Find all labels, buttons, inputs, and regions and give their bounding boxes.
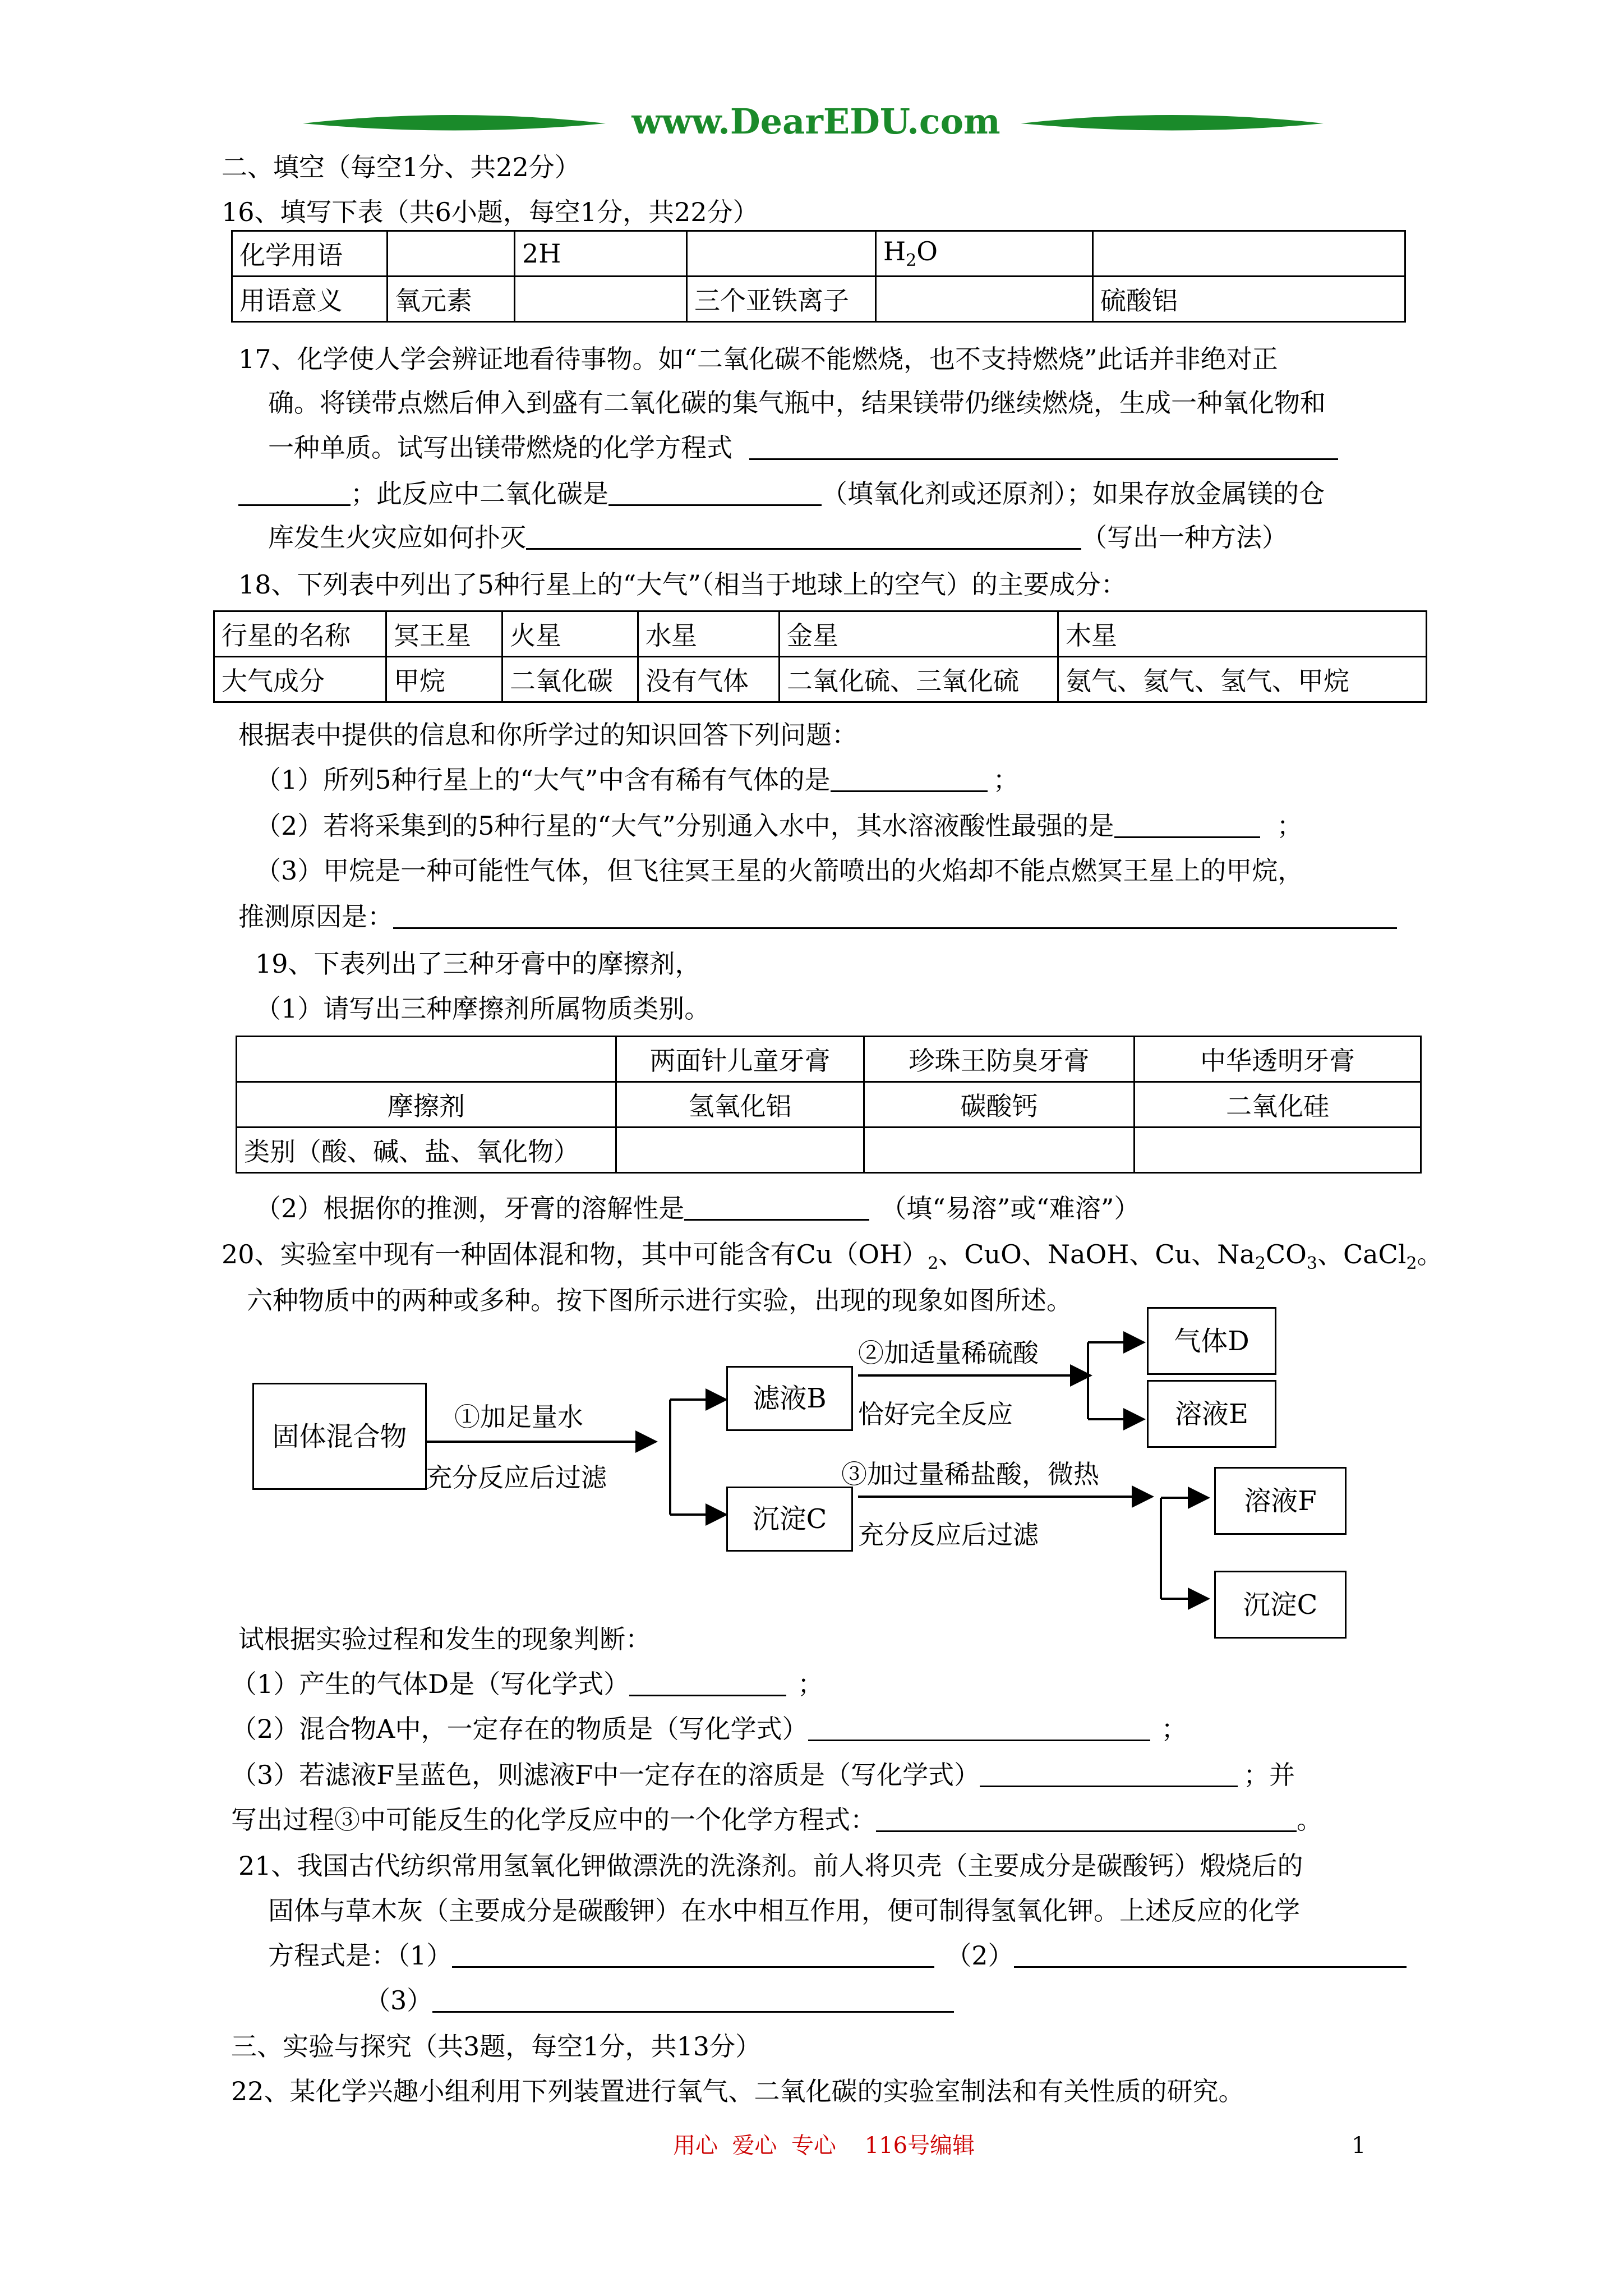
q19-sub2-text-b: （填“易溶”或“难溶”） bbox=[880, 1193, 1140, 1223]
q20-p3-text: （3）若滤液F呈蓝色，则滤液F中一定存在的溶质是（写化学式） bbox=[231, 1760, 980, 1790]
q17-line5-text: 库发生火灾应如何扑灭 bbox=[268, 522, 526, 553]
q17-line5 bbox=[268, 521, 1288, 554]
table-cell[interactable] bbox=[388, 231, 515, 277]
q20-p2 bbox=[231, 1712, 1187, 1746]
q18-title: 18、下列表中列出了5种行星上的“大气”（相当于地球上的空气）的主要成分： bbox=[238, 569, 1127, 600]
q19-sub2 bbox=[255, 1191, 1140, 1225]
q20-p1 bbox=[231, 1667, 823, 1701]
q19-solubility-blank[interactable] bbox=[684, 1193, 869, 1221]
footer-text: 用心 爱心 专心 116号编辑 bbox=[673, 2133, 975, 2159]
q18-p3: （3）甲烷是一种可能性气体，但飞往冥王星的火箭喷出的火焰却不能点燃冥王星上的甲烷， bbox=[255, 855, 1304, 886]
flow-box-b: 滤液B bbox=[726, 1366, 853, 1431]
q20-p4-text: 写出过程③中可能反生的化学反应中的一个化学方程式： bbox=[231, 1805, 876, 1835]
table-cell[interactable] bbox=[864, 1128, 1135, 1173]
table-cell: 2H bbox=[515, 231, 687, 277]
q21-line4 bbox=[365, 1984, 954, 2017]
table-cell: $H_2O$ bbox=[876, 231, 1093, 277]
q18-table bbox=[213, 610, 1427, 703]
q18-p2 bbox=[255, 809, 1303, 843]
q17-line2: 确。将镁带点燃后伸入到盛有二氧化碳的集气瓶中，结果镁带仍继续燃烧，生成一种氧化物和 bbox=[268, 388, 1326, 418]
q17-equation-blank[interactable] bbox=[749, 432, 1338, 460]
q19-title: 19、下表列出了三种牙膏中的摩擦剂， bbox=[255, 949, 701, 979]
q18-p1 bbox=[255, 763, 1019, 797]
table-row bbox=[237, 1082, 1421, 1128]
table-cell: 氨气、氦气、氢气、甲烷 bbox=[1058, 657, 1427, 702]
q18-intro: 根据表中提供的信息和你所学过的知识回答下列问题： bbox=[238, 720, 857, 750]
q18-p2-text: （2）若将采集到的5种行星的“大气”分别通入水中，其水溶液酸性最强的是 bbox=[255, 811, 1114, 841]
q17-line3-text: 一种单质。试写出镁带燃烧的化学方程式 bbox=[268, 432, 732, 463]
table-cell[interactable] bbox=[876, 277, 1093, 322]
flow-step2-top: ②加适量稀硫酸 bbox=[858, 1338, 1039, 1368]
table-cell: 金星 bbox=[780, 611, 1058, 657]
logo-text[interactable]: www.DearEDU.com bbox=[631, 101, 1000, 142]
q21-eq1-blank[interactable] bbox=[452, 1940, 934, 1968]
q21-eq2-blank[interactable] bbox=[1014, 1940, 1407, 1968]
q20-mixture-blank[interactable] bbox=[808, 1714, 1150, 1741]
q20-judge: 试根据实验过程和发生的现象判断： bbox=[238, 1624, 651, 1654]
q20-p2-end: ； bbox=[1161, 1714, 1187, 1744]
q21-line2: 固体与草木灰（主要成分是碳酸钾）在水中相互作用，便可制得氢氧化钾。上述反应的化学 bbox=[268, 1895, 1300, 1926]
q16-table bbox=[231, 230, 1406, 323]
q20-line1: 20、实验室中现有一种固体混和物，其中可能含有$Cu(OH)_2$、CuO、NaOH、Cu、$Na_2CO_3$、CaCl$_2$。 bbox=[222, 1239, 1443, 1274]
q22-text: 22、某化学兴趣小组利用下列装置进行氧气、二氧化碳的实验室制法和有关性质的研究。 bbox=[231, 2076, 1244, 2106]
q17-line3 bbox=[268, 431, 1338, 464]
q20-p3 bbox=[231, 1758, 1295, 1792]
flow-box-a: 固体混合物 bbox=[252, 1383, 427, 1490]
q20-p4 bbox=[231, 1803, 1322, 1837]
table-cell: 化学用语 bbox=[232, 231, 388, 277]
flow-box-f: 溶液F bbox=[1214, 1467, 1347, 1535]
flow-step1-bottom: 充分反应后过滤 bbox=[426, 1462, 607, 1493]
table-cell: 类别（酸、碱、盐、氧化物） bbox=[237, 1128, 616, 1173]
q18-p1-end: ； bbox=[993, 765, 1019, 795]
q17-equation-blank-cont[interactable] bbox=[238, 478, 351, 506]
q21-line3-text-b: （2） bbox=[946, 1940, 1014, 1971]
flow-step1-top: ①加足量水 bbox=[454, 1402, 583, 1432]
q17-oxidizer-blank[interactable] bbox=[608, 478, 822, 506]
logo-swoosh-left-icon bbox=[303, 107, 606, 140]
table-cell: 氢氧化铝 bbox=[616, 1082, 864, 1128]
section2-title: 二、填空（每空1分、共22分） bbox=[222, 152, 580, 182]
q18-p3-blank[interactable] bbox=[393, 901, 1397, 929]
q17-line4-text: ；此反应中二氧化碳是 bbox=[351, 478, 608, 509]
table-cell: 没有气体 bbox=[638, 657, 780, 702]
flow-step2-bottom: 恰好完全反应 bbox=[858, 1399, 1013, 1429]
flow-step3-top: ③加过量稀盐酸，微热 bbox=[841, 1459, 1099, 1489]
q21-eq3-blank[interactable] bbox=[432, 1985, 954, 2013]
table-cell: 二氧化碳 bbox=[502, 657, 638, 702]
q20-p3-end: ；并 bbox=[1243, 1760, 1295, 1790]
q18-p1-text: （1）所列5种行星上的“大气”中含有稀有气体的是 bbox=[255, 765, 831, 795]
logo-swoosh-right-icon bbox=[1021, 107, 1324, 140]
table-row bbox=[237, 1128, 1421, 1173]
flow-box-d: 气体D bbox=[1147, 1307, 1276, 1375]
table-row bbox=[237, 1037, 1421, 1082]
table-cell: 二氧化硫、三氧化硫 bbox=[780, 657, 1058, 702]
table-cell: 摩擦剂 bbox=[237, 1082, 616, 1128]
q21-line3-text: 方程式是：（1） bbox=[268, 1940, 453, 1971]
q20-solute-blank[interactable] bbox=[980, 1760, 1238, 1787]
table-cell: 甲烷 bbox=[386, 657, 502, 702]
q21-line1: 21、我国古代纺织常用氢氧化钾做漂洗的洗涤剂。前人将贝壳（主要成分是碳酸钙）煅烧后的 bbox=[238, 1851, 1303, 1881]
table-cell: 两面针儿童牙膏 bbox=[616, 1037, 864, 1082]
flow-box-c: 沉淀C bbox=[726, 1487, 853, 1552]
q17-fire-blank[interactable] bbox=[526, 522, 1081, 550]
q21-line4-text: （3） bbox=[365, 1985, 433, 2016]
q18-p3b-text: 推测原因是： bbox=[238, 901, 393, 932]
table-cell[interactable] bbox=[687, 231, 876, 277]
q19-sub1: （1）请写出三种摩擦剂所属物质类别。 bbox=[255, 993, 711, 1024]
table-cell: 氧元素 bbox=[388, 277, 515, 322]
q18-p2-end: ； bbox=[1276, 811, 1303, 841]
q19-sub2-text: （2）根据你的推测，牙膏的溶解性是 bbox=[255, 1193, 685, 1223]
table-row bbox=[214, 657, 1427, 702]
table-cell: 硫酸铝 bbox=[1093, 277, 1405, 322]
q17-line5-text-b: （写出一种方法） bbox=[1081, 522, 1288, 553]
table-cell: 碳酸钙 bbox=[864, 1082, 1135, 1128]
table-cell: 珍珠王防臭牙膏 bbox=[864, 1037, 1135, 1082]
page-number: 1 bbox=[1352, 2133, 1366, 2159]
flow-box-e: 溶液E bbox=[1147, 1380, 1276, 1448]
table-row bbox=[232, 277, 1405, 322]
q17-line4-text-b: （填氧化剂或还原剂）；如果存放金属镁的仓 bbox=[822, 478, 1325, 509]
q20-gas-blank[interactable] bbox=[629, 1669, 786, 1696]
table-cell bbox=[237, 1037, 616, 1082]
table-cell: 中华透明牙膏 bbox=[1135, 1037, 1421, 1082]
q20-equation-blank[interactable] bbox=[876, 1805, 1297, 1832]
q20-p4-end: 。 bbox=[1297, 1805, 1322, 1835]
flow-box-c2: 沉淀C bbox=[1214, 1571, 1347, 1639]
table-cell[interactable] bbox=[1093, 231, 1405, 277]
table-cell[interactable] bbox=[616, 1128, 864, 1173]
q20-line2: 六种物质中的两种或多种。按下图所示进行实验，出现的现象如图所述。 bbox=[247, 1285, 1072, 1315]
q17-line4 bbox=[238, 477, 1325, 510]
flow-step3-bottom: 充分反应后过滤 bbox=[858, 1520, 1039, 1550]
table-cell: 火星 bbox=[502, 611, 638, 657]
q16-title: 16、填写下表（共6小题，每空1分，共22分） bbox=[222, 197, 759, 227]
table-cell: 水星 bbox=[638, 611, 780, 657]
q19-table bbox=[236, 1036, 1422, 1174]
table-cell: 三个亚铁离子 bbox=[687, 277, 876, 322]
q18-p3b bbox=[238, 900, 1397, 933]
table-cell: 行星的名称 bbox=[214, 611, 386, 657]
table-row bbox=[214, 611, 1427, 657]
q20-p2-text: （2）混合物A中，一定存在的物质是（写化学式） bbox=[231, 1714, 808, 1744]
q20-p1-end: ； bbox=[797, 1669, 824, 1699]
q17-line1: 17、化学使人学会辨证地看待事物。如“二氧化碳不能燃烧，也不支持燃烧”此话并非绝对正 bbox=[238, 344, 1278, 374]
table-cell: 大气成分 bbox=[214, 657, 386, 702]
table-cell: 冥王星 bbox=[386, 611, 502, 657]
table-cell[interactable] bbox=[1135, 1128, 1421, 1173]
table-cell: 木星 bbox=[1058, 611, 1427, 657]
q18-p2-blank[interactable] bbox=[1114, 811, 1260, 838]
table-cell: 用语意义 bbox=[232, 277, 388, 322]
q21-line3 bbox=[268, 1939, 1407, 1972]
q20-p1-text: （1）产生的气体D是（写化学式） bbox=[231, 1669, 630, 1699]
table-cell: 二氧化硅 bbox=[1135, 1082, 1421, 1128]
q18-p1-blank[interactable] bbox=[831, 765, 988, 792]
table-cell[interactable] bbox=[515, 277, 687, 322]
section3-title: 三、实验与探究（共3题，每空1分，共13分） bbox=[231, 2031, 762, 2062]
table-row bbox=[232, 231, 1405, 277]
